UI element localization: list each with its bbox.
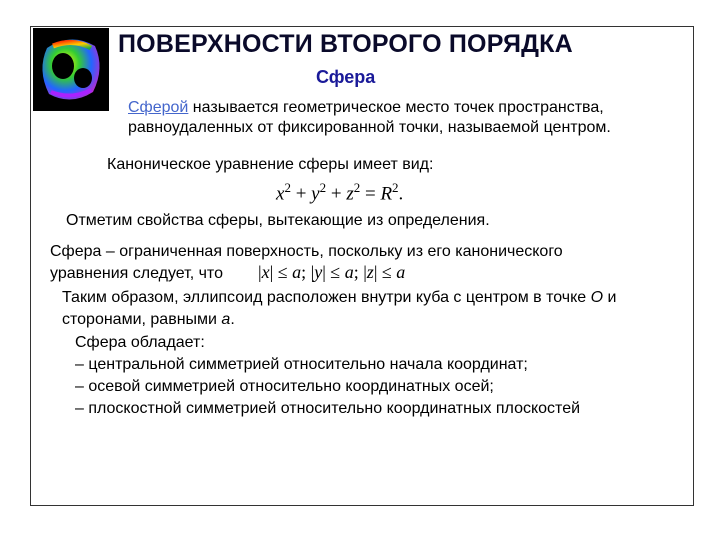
canonical-text: Каноническое уравнение сферы имеет вид: [107, 156, 434, 173]
page-subtitle: Сфера [316, 67, 376, 87]
property-axial: – осевой симметрией относительно координатных осей; [75, 378, 494, 395]
properties-note: Отметим свойства сферы, вытекающие из определения. [66, 212, 490, 229]
page-title: ПОВЕРХНОСТИ ВТОРОГО ПОРЯДКА [118, 30, 573, 58]
bounded-line-1: Сфера – ограниченная поверхность, поскольку из его канонического [50, 243, 563, 260]
sphere-equation: $x^2 + y^2 + z^2 = R^2$. [276, 180, 404, 205]
definition-text: называется геометрическое место точек пространства, [188, 99, 604, 116]
property-planar: – плоскостной симметрией относительно координатных плоскостей [75, 400, 581, 417]
cube-text: Таким образом, эллипсоид расположен внутри куба с центром в точке [62, 289, 587, 306]
property-central: – центральной симметрией относительно начала координат; [75, 356, 528, 373]
definition-line-2: равноудаленных от фиксированной точки, называемой центром. [128, 119, 611, 136]
sphere-has: Сфера обладает: [75, 334, 205, 351]
cube-and: и [603, 289, 617, 306]
cube-suffix: . [230, 311, 235, 328]
cube-line-1 [62, 288, 617, 308]
definition-link[interactable]: Сферой [128, 99, 189, 116]
bounds-inequality: |x| ≤ a; |y| ≤ a; |z| ≤ a [258, 262, 406, 282]
definition-line-1 [128, 98, 604, 118]
quadric-surface-icon [33, 28, 109, 111]
cube-var: a [221, 311, 231, 328]
cube-line-2 [62, 310, 235, 330]
cube-point: O [590, 289, 604, 306]
cube-prefix: сторонами, равными [62, 311, 222, 328]
bounded-line-2: уравнения следует, что [50, 265, 223, 282]
